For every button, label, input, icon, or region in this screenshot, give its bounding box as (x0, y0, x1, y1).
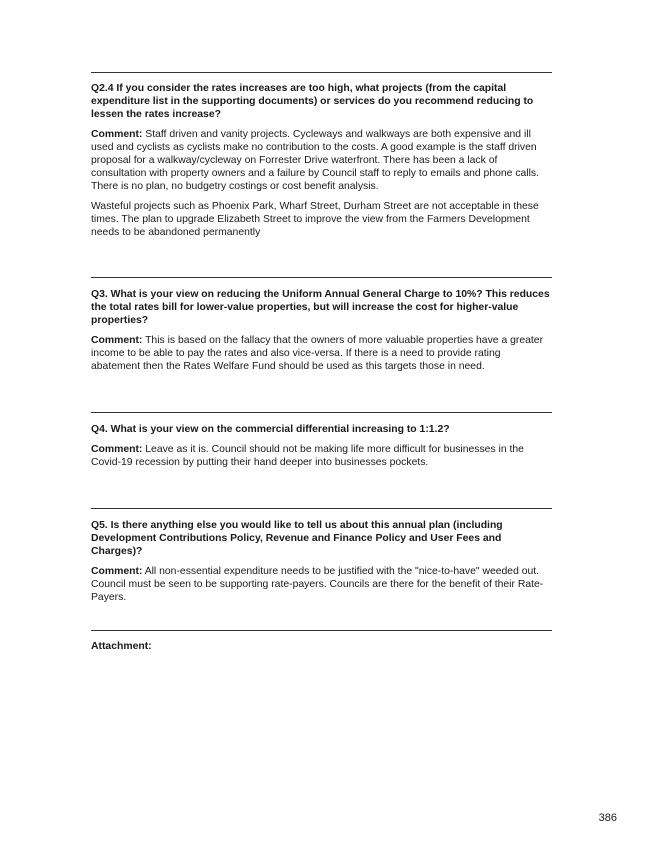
question-heading: Q2.4 If you consider the rates increases are too high, what projects (from the capital expenditure list in the supporting documents) or services do you recommend reducing to lessen the rates increase? (91, 83, 534, 120)
section-divider (91, 277, 552, 278)
section-divider (91, 72, 552, 73)
question-section-q5 (91, 519, 552, 611)
question-section-q3 (91, 288, 552, 380)
comment-label: Comment: (91, 335, 143, 346)
comment-label: Comment: (91, 444, 143, 455)
comment-text: Staff driven and vanity projects. Cycleways and walkways are both expensive and ill used and cyclists as cyclists make no contribution to the costs. A good example is the staff driven proposal for a walkway/cycleway on Forrester Drive waterfront. There has been a lack of consultation with property owners and a failure by Council staff to reply to emails and phone calls. There is no plan, no budgetry costings or cost benefit analysis. (91, 129, 540, 192)
question-heading: Q5. Is there anything else you would like to tell us about this annual plan (including Development Contributions Policy, Revenue and Finance Policy and User Fees and Charges)? (91, 520, 503, 557)
page-number: 386 (598, 812, 617, 824)
comment-paragraph (91, 565, 552, 604)
question-section-q4 (91, 423, 552, 476)
comment-label: Comment: (91, 129, 143, 140)
question-section-q2-4 (91, 82, 552, 246)
comment-paragraph (91, 128, 552, 193)
comment-paragraph (91, 443, 552, 469)
attachment-label: Attachment: (91, 641, 152, 652)
question-heading: Q4. What is your view on the commercial differential increasing to 1:1.2? (91, 424, 450, 435)
section-divider (91, 412, 552, 413)
comment-paragraph (91, 334, 552, 373)
comment-label: Comment: (91, 566, 143, 577)
comment-paragraph-2: Wasteful projects such as Phoenix Park, Wharf Street, Durham Street are not acceptable in these times. The plan to upgrade Elizabeth Street to improve the view from the Farmers Development needs to be abandoned permanently (91, 201, 539, 238)
question-heading: Q3. What is your view on reducing the Uniform Annual General Charge to 10%? This reduces the total rates bill for lower-value properties, but will increase the cost for higher-value properties? (91, 289, 550, 326)
comment-text: This is based on the fallacy that the owners of more valuable properties have a greater income to be able to pay the rates and also vice-versa. If there is a need to provide rating abatement then the Rates Welfare Fund should be used as this targets those in need. (91, 335, 544, 372)
attachment-section (91, 640, 552, 660)
comment-text: Leave as it is. Council should not be making life more difficult for businesses in the Covid-19 recession by putting their hand deeper into businesses pockets. (91, 444, 524, 468)
comment-text: All non-essential expenditure needs to be justified with the "nice-to-have" weeded out. Council must be seen to be supporting rate-payers. Councils are there for the benefit of their Rate-Payers. (91, 566, 544, 603)
section-divider (91, 630, 552, 631)
section-divider (91, 508, 552, 509)
